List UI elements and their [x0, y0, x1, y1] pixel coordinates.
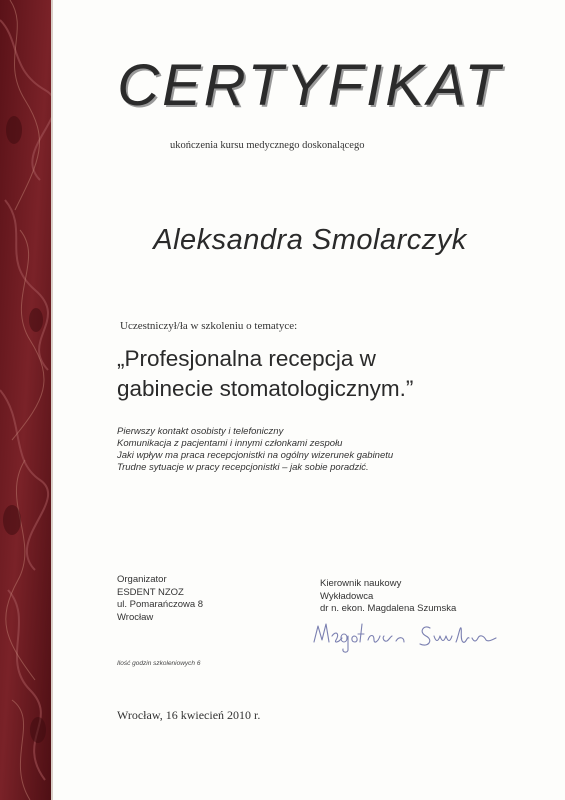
lecturer-role: Wykładowca [320, 590, 374, 602]
organizer-city: Wrocław [117, 611, 154, 623]
agenda-item: Trudne sytuacje w pracy recepcjonistki – jak sobie poradzić. [117, 462, 369, 473]
handwritten-signature [310, 614, 510, 659]
course-agenda [117, 426, 393, 474]
organizer-name: ESDENT NZOZ [117, 586, 184, 598]
course-topic [117, 344, 413, 404]
issue-date: Wrocław, 16 kwiecień 2010 r. [117, 708, 261, 722]
organizer-block [117, 574, 203, 624]
certificate-subtitle: ukończenia kursu medycznego doskonalącego [170, 140, 365, 151]
decorative-marbled-border [0, 0, 51, 800]
agenda-item: Pierwszy kontakt osobisty i telefoniczny [117, 426, 284, 437]
lecturer-name: dr n. ekon. Magdalena Szumska [320, 603, 457, 614]
course-topic-line-2: gabinecie stomatologicznym.” [117, 376, 414, 401]
agenda-item: Komunikacja z pacjentami i innymi członkami zespołu [117, 438, 343, 449]
recipient-name: Aleksandra Smolarczyk [153, 224, 467, 256]
scientific-lead-role: Kierownik naukowy [320, 578, 402, 589]
border-edge [51, 0, 53, 800]
scientific-lead-block [320, 578, 456, 616]
training-hours: Ilość godzin szkoleniowych 6 [117, 660, 201, 667]
agenda-item: Jaki wpływ ma praca recepcjonistki na ogólny wizerunek gabinetu [117, 450, 394, 461]
certificate-title: CERTYFIKAT [117, 53, 503, 118]
course-topic-line-1: „Profesjonalna recepcja w [117, 346, 376, 371]
organizer-label: Organizator [117, 574, 167, 585]
participation-text: Uczestniczył/ła w szkoleniu o tematyce: [120, 320, 298, 332]
organizer-street: ul. Pomarańczowa 8 [117, 599, 204, 610]
